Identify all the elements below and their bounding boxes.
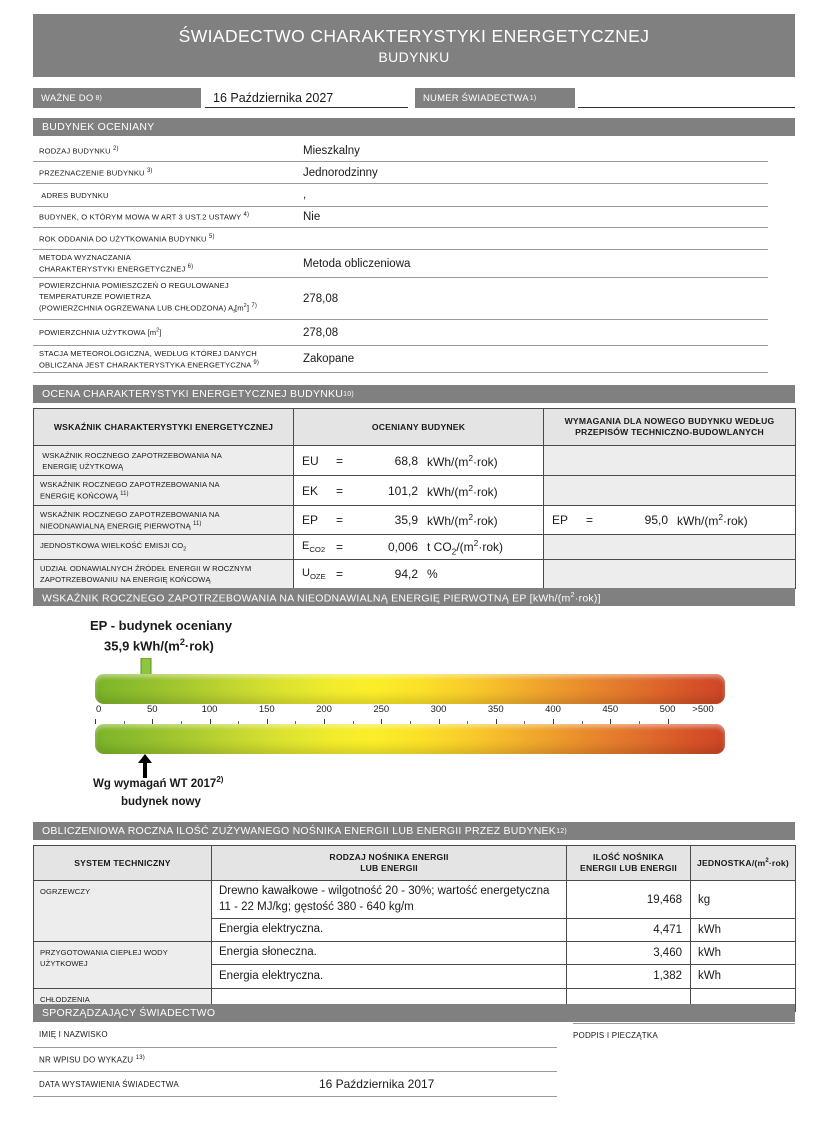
table-header-row xyxy=(34,846,796,881)
table-row xyxy=(34,881,796,919)
wt2017-marker-label xyxy=(93,774,223,811)
axis-tick-label: 0 xyxy=(96,704,102,715)
energy-carriers-table xyxy=(33,845,796,1012)
wt2017-marker-label-line2: budynek nowy xyxy=(121,795,201,808)
indicator-unit: % xyxy=(427,567,438,582)
col-header-system: SYSTEM TECHNICZNY xyxy=(34,846,212,881)
axis-tick-label: >500 xyxy=(692,704,714,715)
axis-tick-label: 250 xyxy=(373,704,390,715)
indicator-requirement-empty xyxy=(544,535,796,560)
building-info-value: 278,08 xyxy=(303,326,339,339)
carrier-amount: 19,468 xyxy=(567,881,691,919)
building-info-value: Nie xyxy=(303,211,321,223)
axis-tick xyxy=(95,719,96,724)
building-info-label: POWIERZCHNIA POMIESZCZEŃ O REGULOWANEJ TEMPERATURZE POWIETRZA (POWIERZCHNIA OGRZEWANA LUB CHŁODZONA) $A_f[m^2]$ $^{7)}$ xyxy=(39,281,257,316)
building-info-label: ADRES BUDYNKU xyxy=(39,190,109,200)
indicator-label: WSKAŹNIK ROCZNEGO ZAPOTRZEBOWANIA NA ENERGIĘ KOŃCOWĄ $^{11)}$ xyxy=(34,476,294,506)
carrier-unit: kWh xyxy=(691,941,796,964)
section-assessment-title: OCENA CHARAKTERYSTYKI ENERGETYCZNEJ BUDYNKU xyxy=(42,388,344,400)
certificate-number-label-text: NUMER ŚWIADECTWA xyxy=(423,92,529,104)
table-row xyxy=(33,228,768,250)
indicator-label: UDZIAŁ ODNAWIALNYCH ŹRÓDEŁ ENERGII W ROCZNYM ZAPOTRZEBOWANIU NA ENERGIĘ KOŃCOWĄ xyxy=(34,560,294,589)
certificate-number-label xyxy=(415,88,575,108)
section-carriers-title: OBLICZENIOWA ROCZNA ILOŚĆ ZUŻYWANEGO NOŚNIKA ENERGII LUB ENERGII PRZEZ BUDYNEK xyxy=(42,825,557,837)
building-info-value: Jednorodzinny xyxy=(303,166,378,179)
section-building-title: BUDYNEK OCENIANY xyxy=(42,121,155,133)
indicator-value: 68,8 xyxy=(394,453,418,468)
col-header-carrier: RODZAJ NOŚNIKA ENERGII LUB ENERGII xyxy=(212,846,567,881)
section-author-header xyxy=(33,1004,795,1022)
indicator-assessed-value xyxy=(294,505,544,535)
axis-tick-label: 400 xyxy=(545,704,561,715)
registry-row xyxy=(33,1048,557,1072)
building-info-label: RODZAJ BUDYNKU $^{2)}$ xyxy=(39,146,119,156)
valid-until-label-text: WAŻNE DO xyxy=(41,92,94,104)
indicator-label: JEDNOSTKOWA WIELKOŚĆ EMISJI $CO_2$ xyxy=(34,535,294,560)
indicator-assessed-value xyxy=(294,560,544,589)
axis-tick-label: 150 xyxy=(258,704,275,715)
indicator-equals: = xyxy=(336,483,344,498)
table-row xyxy=(33,320,768,346)
axis-tick-label: 450 xyxy=(602,704,619,715)
indicator-assessed-value xyxy=(294,476,544,506)
table-row xyxy=(34,505,796,535)
building-info-value: 278,08 xyxy=(303,292,339,305)
registry-label: NR WPISU DO WYKAZU $^{13)}$ xyxy=(39,1054,145,1065)
axis-tick-label: 350 xyxy=(487,704,504,715)
document-title xyxy=(33,14,795,77)
ep-gradient-bar-top xyxy=(95,674,725,704)
building-info-label: STACJA METEOROLOGICZNA, WEDŁUG KTÓREJ DANYCH OBLICZANA JEST CHARAKTERYSTYKA ENERGETYCZNA $^{9)}$ xyxy=(39,348,259,370)
wt2017-marker-label-line1 xyxy=(93,774,223,794)
requirement-symbol: EP xyxy=(552,513,569,528)
issue-date-row xyxy=(33,1072,557,1097)
ep-scale-axis xyxy=(95,704,725,724)
indicator-value: 35,9 xyxy=(394,513,418,528)
indicator-symbol: $E_{CO2}$ xyxy=(302,540,326,555)
building-info-label: POWIERZCHNIA UŻYTKOWA $[m^2]$ xyxy=(39,327,162,337)
indicator-assessed-value xyxy=(294,446,544,476)
indicator-value: 101,2 xyxy=(387,483,418,498)
indicator-unit: t $CO_2/(m^2\cdot rok)$ xyxy=(427,538,504,557)
indicator-requirement-empty xyxy=(544,476,796,506)
table-row xyxy=(33,346,768,373)
building-info-value: Mieszkalny xyxy=(303,145,360,157)
axis-tick-label: 300 xyxy=(430,704,447,715)
building-info-label: BUDYNEK, O KTÓRYM MOWA W ART 3 UST.2 USTAWY $^{4)}$ xyxy=(39,212,250,222)
indicator-requirement-value xyxy=(544,505,796,535)
table-row xyxy=(33,250,768,278)
name-row xyxy=(33,1022,557,1048)
table-row xyxy=(34,535,796,560)
indicator-symbol: EU xyxy=(302,453,319,468)
section-ep-scale-header xyxy=(33,588,795,606)
building-info-label: METODA WYZNACZANIA CHARAKTERYSTYKI ENERGETYCZNEJ $^{6)}$ xyxy=(39,253,194,274)
system-name: OGRZEWCZY xyxy=(34,881,212,942)
indicator-unit: kWh/$(m^2\cdot rok)$ xyxy=(427,482,498,499)
col-header-amount: ILOŚĆ NOŚNIKA ENERGII LUB ENERGII xyxy=(567,846,691,881)
col-header-assessed: OCENIANY BUDYNEK xyxy=(294,409,544,446)
system-name: CHŁODZENIA xyxy=(34,988,212,1011)
table-row xyxy=(33,278,768,320)
ep-marker-label-line2: 35,9 kWh/$(m^2\cdot rok)$ xyxy=(104,636,214,653)
signature-label: PODPIS I PIECZĄTKA xyxy=(573,1030,658,1040)
validity-row xyxy=(33,88,795,108)
requirement-value: 95,0 xyxy=(644,513,668,528)
carrier-amount: 3,460 xyxy=(567,941,691,964)
carrier-unit: kWh xyxy=(691,919,796,942)
building-info-value: Metoda obliczeniowa xyxy=(303,257,411,270)
indicator-requirement-empty xyxy=(544,560,796,589)
table-row xyxy=(34,560,796,589)
valid-until-footnote: 8) xyxy=(95,94,103,102)
col-header-indicator: WSKAŹNIK CHARAKTERYSTYKI ENERGETYCZNEJ xyxy=(34,409,294,446)
building-info-value: Zakopane xyxy=(303,353,355,365)
table-row xyxy=(34,476,796,506)
indicator-symbol: $U_{OZE}$ xyxy=(302,567,326,582)
building-info-value: , xyxy=(303,189,307,201)
table-row xyxy=(33,141,768,162)
table-row xyxy=(34,941,796,964)
requirement-equals: = xyxy=(586,513,594,528)
carrier-amount: 1,382 xyxy=(567,964,691,988)
carrier-amount: 4,471 xyxy=(567,919,691,942)
indicators-table xyxy=(33,408,796,589)
wt2017-label-text: Wg wymagań WT 2017 xyxy=(93,777,217,790)
issue-date-label: DATA WYSTAWIENIA ŚWIADECTWA xyxy=(39,1079,179,1089)
section-author-title: SPORZĄDZAJĄCY ŚWIADECTWO xyxy=(42,1007,216,1019)
carrier-description: Energia elektryczna. xyxy=(212,964,567,988)
ep-gradient-bar-bottom xyxy=(95,724,725,754)
table-row xyxy=(34,446,796,476)
indicator-requirement-empty xyxy=(544,446,796,476)
ep-marker-label-line1: EP - budynek oceniany xyxy=(90,618,233,633)
indicator-assessed-value xyxy=(294,535,544,560)
wt2017-footnote: 2) xyxy=(216,775,224,784)
axis-tick-label: 200 xyxy=(316,704,332,715)
issue-date-value: 16 Października 2017 xyxy=(318,1077,435,1091)
section-carriers-footnote: 12) xyxy=(556,827,567,835)
certificate-number-footnote: 1) xyxy=(529,94,537,102)
carrier-description: Energia słoneczna. xyxy=(212,941,567,964)
indicator-label: WSKAŹNIK ROCZNEGO ZAPOTRZEBOWANIA NA ENERGIĘ UŻYTKOWĄ xyxy=(34,446,294,476)
indicator-symbol: EK xyxy=(302,483,319,498)
requirement-unit: kWh/$(m^2\cdot rok)$ xyxy=(677,512,748,529)
building-info-table xyxy=(33,141,768,373)
certificate-number-value xyxy=(578,88,795,108)
carrier-unit: kg xyxy=(691,881,796,919)
indicator-value: 94,2 xyxy=(394,567,418,582)
section-assessment-footnote: 10) xyxy=(343,390,354,398)
table-row xyxy=(33,184,768,207)
document-title-line1: ŚWIADECTWO CHARAKTERYSTYKI ENERGETYCZNEJ xyxy=(178,26,650,46)
indicator-unit: kWh/$(m^2\cdot rok)$ xyxy=(427,512,498,529)
indicator-value: 0,006 xyxy=(387,540,418,555)
col-header-requirement: WYMAGANIA DLA NOWEGO BUDYNKU WEDŁUG PRZEPISÓW TECHNICZNO-BUDOWLANYCH xyxy=(544,409,796,446)
axis-tick-label: 500 xyxy=(659,704,676,715)
indicator-label: WSKAŹNIK ROCZNEGO ZAPOTRZEBOWANIA NA NIEODNAWIALNĄ ENERGIĘ PIERWOTNĄ $^{11)}$ xyxy=(34,505,294,535)
signature-divider xyxy=(573,1022,795,1024)
valid-until-label xyxy=(33,88,201,108)
indicator-equals: = xyxy=(336,453,344,468)
author-left-column xyxy=(33,1022,557,1097)
valid-until-value: 16 Października 2027 xyxy=(205,88,408,108)
ep-scale-chart xyxy=(33,608,795,813)
carrier-description: Drewno kawałkowe - wilgotność 20 - 30%; wartość energetyczna 11 - 22 MJ/kg; gęstość 380 - 640 kg/m xyxy=(212,881,567,919)
ep-marker-label xyxy=(90,616,232,655)
document-title-line2: BUDYNKU xyxy=(378,49,450,65)
axis-tick-label: 100 xyxy=(201,704,218,715)
indicator-equals: = xyxy=(336,567,344,582)
indicator-equals: = xyxy=(336,513,344,528)
col-header-unit: JEDNOSTKA/$(m^2\cdot rok)$ xyxy=(691,846,796,881)
system-name: PRZYGOTOWANIA CIEPŁEJ WODY UŻYTKOWEJ xyxy=(34,941,212,988)
table-header-row xyxy=(34,409,796,446)
building-info-label: PRZEZNACZENIE BUDYNKU $^{3)}$ xyxy=(39,167,153,178)
section-carriers-header xyxy=(33,822,795,840)
indicator-symbol: EP xyxy=(302,513,319,528)
indicator-unit: kWh/$(m^2\cdot rok)$ xyxy=(427,452,498,469)
section-ep-scale-title: WSKAŹNIK ROCZNEGO ZAPOTRZEBOWANIA NA NIEODNAWIALNĄ ENERGIĘ PIERWOTNĄ EP $[kWh/(m^2\cdot rok)]$ xyxy=(42,589,601,605)
signature-row xyxy=(573,1022,795,1048)
axis-tick-label: 50 xyxy=(147,704,158,715)
section-assessment-header xyxy=(33,385,795,403)
building-info-label: ROK ODDANIA DO UŻYTKOWANIA BUDYNKU $^{5)}$ xyxy=(39,233,215,244)
table-row xyxy=(33,207,768,228)
carrier-description: Energia elektryczna. xyxy=(212,919,567,942)
indicator-equals: = xyxy=(336,540,344,555)
name-label: IMIĘ I NAZWISKO xyxy=(39,1030,108,1039)
table-row xyxy=(33,162,768,184)
section-building-header xyxy=(33,118,795,136)
carrier-unit: kWh xyxy=(691,964,796,988)
author-right-column xyxy=(573,1022,795,1048)
